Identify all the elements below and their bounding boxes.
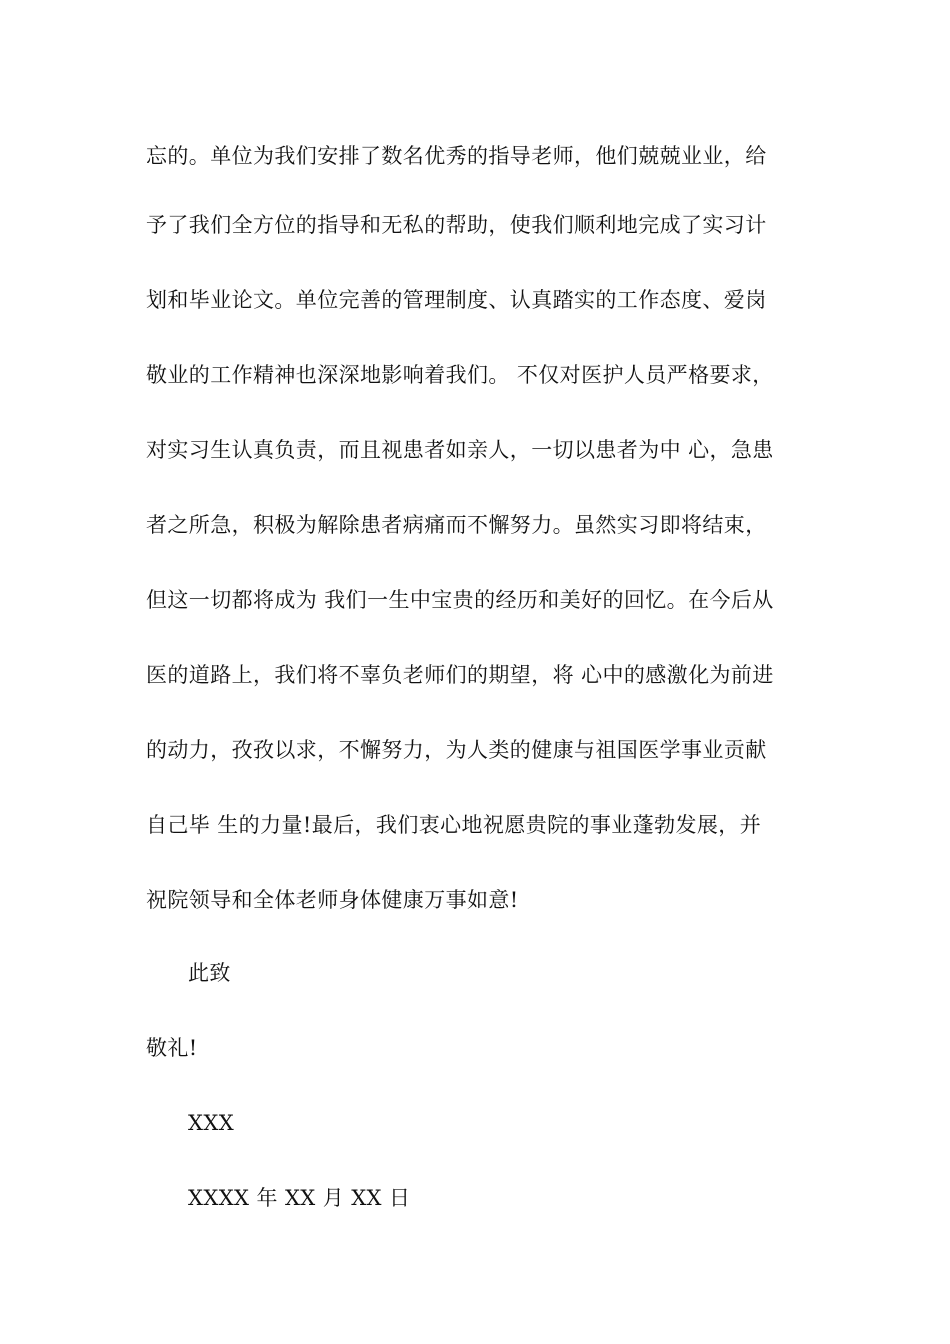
body-line-4: 敬业的工作精神也深深地影响着我们。 不仅对医护人员严格要求， — [146, 363, 774, 387]
salutation-text: 敬礼! — [146, 1036, 198, 1060]
date-text: XXXX 年 XX 月 XX 日 — [188, 1186, 411, 1210]
body-line-10: 自己毕 生的力量!最后，我们衷心地祝愿贵院的事业蓬勃发展，并 — [146, 813, 762, 837]
signature-text: XXX — [188, 1111, 235, 1135]
body-line-2: 予了我们全方位的指导和无私的帮助，使我们顺利地完成了实习计 — [146, 213, 767, 237]
body-line-5: 对实习生认真负责，而且视患者如亲人，一切以患者为中 心，急患 — [146, 438, 774, 462]
body-line-9: 的动力，孜孜以求，不懈努力，为人类的健康与祖国医学事业贡献 — [146, 738, 767, 762]
body-line-3: 划和毕业论文。单位完善的管理制度、认真踏实的工作态度、爱岗 — [146, 288, 767, 312]
body-line-7: 但这一切都将成为 我们一生中宝贵的经历和美好的回忆。在今后从 — [146, 588, 774, 612]
body-line-8: 医的道路上，我们将不辜负老师们的期望，将 心中的感激化为前进 — [146, 663, 774, 687]
body-line-6: 者之所急，积极为解除患者病痛而不懈努力。虽然实习即将结束， — [146, 513, 767, 537]
body-line-1: 忘的。单位为我们安排了数名优秀的指导老师，他们兢兢业业，给 — [146, 144, 767, 168]
closing-text: 此致 — [188, 961, 231, 985]
body-line-11: 祝院领导和全体老师身体健康万事如意! — [146, 888, 519, 912]
